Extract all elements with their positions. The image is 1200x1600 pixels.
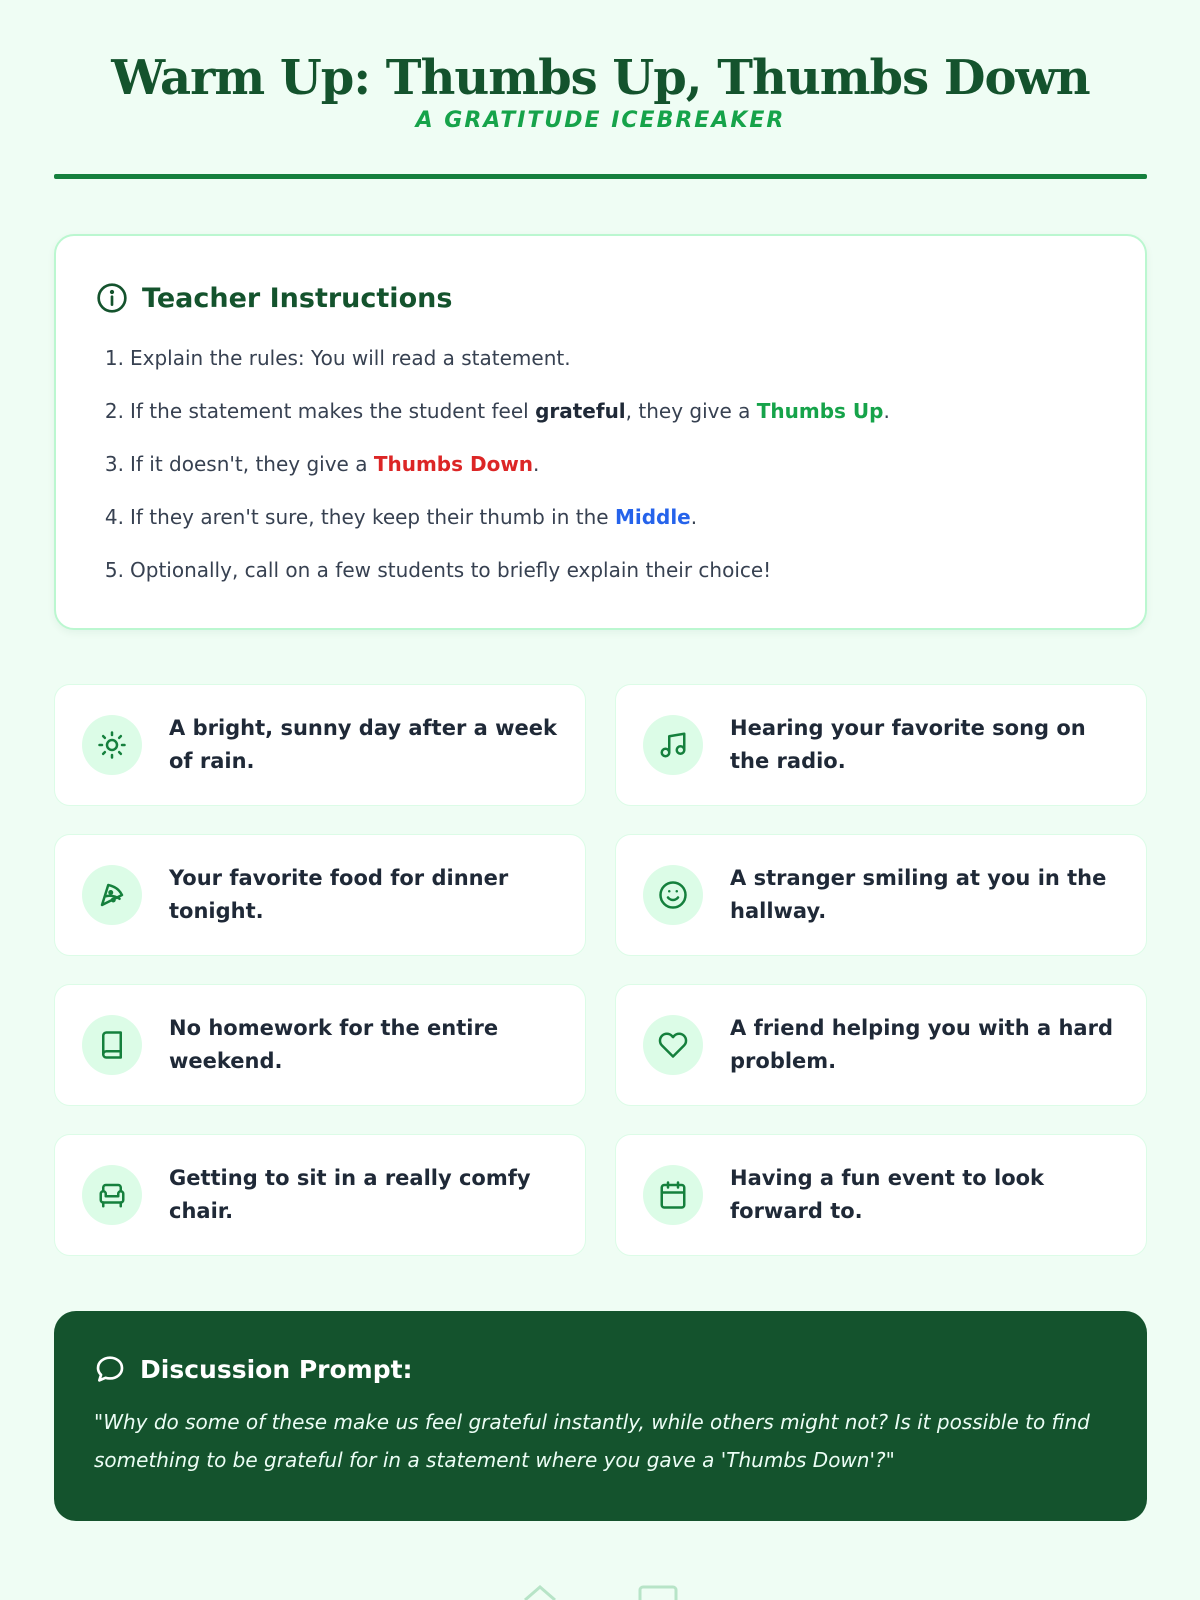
instruction-item <box>96 332 1105 385</box>
calendar-icon <box>658 1180 688 1210</box>
instructions-header <box>96 276 1105 320</box>
statement-icon-badge <box>82 1015 142 1075</box>
discussion-prompt-card <box>54 1311 1147 1521</box>
decorative-footer-icon <box>520 1585 700 1600</box>
statement-text: Your favorite food for dinner tonight. <box>169 866 509 923</box>
instruction-text: If they aren't sure, they keep their thumb in the <box>130 505 615 529</box>
instruction-number: 1. <box>104 346 124 370</box>
statement-text: A bright, sunny day after a week of rain. <box>169 716 557 773</box>
statement-text: No homework for the entire weekend. <box>169 1016 499 1073</box>
instruction-highlight-bold: grateful <box>535 399 626 423</box>
statement-card <box>54 834 586 956</box>
instruction-highlight-down: Thumbs Down <box>373 452 534 476</box>
page-header <box>54 50 1147 134</box>
statement-card <box>615 984 1147 1106</box>
statement-card <box>615 1134 1147 1256</box>
instruction-text: . <box>690 505 698 529</box>
instruction-text: Optionally, call on a few students to briefly explain their choice! <box>130 558 772 582</box>
smile-icon <box>658 880 688 910</box>
instruction-text: If the statement makes the student feel <box>130 399 536 423</box>
statement-text: Having a fun event to look forward to. <box>730 1166 1045 1223</box>
instruction-text: , they give a <box>625 399 757 423</box>
instruction-text: If it doesn't, they give a <box>130 452 374 476</box>
statement-text: A friend helping you with a hard problem. <box>730 1016 1113 1073</box>
instruction-text: . <box>883 399 890 423</box>
book-icon <box>97 1030 127 1060</box>
statement-text: Hearing your favorite song on the radio. <box>730 716 1086 773</box>
statement-icon-badge <box>643 715 703 775</box>
instruction-highlight-up: Thumbs Up <box>756 399 884 423</box>
statement-icon-badge <box>82 1165 142 1225</box>
instruction-number: 3. <box>104 452 124 476</box>
statement-card <box>54 1134 586 1256</box>
page-title: Warm Up: Thumbs Up, Thumbs Down <box>111 50 1090 106</box>
instruction-item <box>96 438 1105 491</box>
statement-card <box>54 984 586 1106</box>
instruction-highlight-mid: Middle <box>614 505 691 529</box>
instruction-number: 2. <box>104 399 124 423</box>
instruction-item <box>96 385 1105 438</box>
page-subtitle: A GRATITUDE ICEBREAKER <box>415 107 786 133</box>
instruction-text: . <box>533 452 540 476</box>
heart-icon <box>658 1030 688 1060</box>
sun-icon <box>97 730 127 760</box>
statement-icon-badge <box>643 1015 703 1075</box>
instruction-item <box>96 491 1105 544</box>
prompt-text: "Why do some of these make us feel grateful instantly, while others might not? Is it possible to find something to be grateful for in a statement where you gave a 'Thumbs Down'?" <box>94 1410 1090 1472</box>
statement-icon-badge <box>82 715 142 775</box>
instruction-text: Explain the rules: You will read a statement. <box>130 346 571 370</box>
header-divider <box>54 174 1147 179</box>
statement-icon-badge <box>643 1165 703 1225</box>
prompt-title: Discussion Prompt: <box>140 1354 413 1384</box>
statement-card <box>54 684 586 806</box>
armchair-icon <box>97 1180 127 1210</box>
statement-text: Getting to sit in a really comfy chair. <box>169 1166 531 1223</box>
info-icon <box>96 282 128 314</box>
music-note-icon <box>658 730 688 760</box>
statement-icon-badge <box>643 865 703 925</box>
statement-text: A stranger smiling at you in the hallway. <box>730 866 1107 923</box>
prompt-header <box>94 1351 1107 1387</box>
statement-icon-badge <box>82 865 142 925</box>
statement-card <box>615 684 1147 806</box>
instruction-number: 5. <box>104 558 124 582</box>
teacher-instructions-card <box>54 234 1147 630</box>
instruction-number: 4. <box>104 505 124 529</box>
instructions-title: Teacher Instructions <box>142 282 453 314</box>
instructions-list <box>96 332 1105 597</box>
statement-card <box>615 834 1147 956</box>
instruction-item <box>96 544 1105 597</box>
speech-bubble-icon <box>94 1353 126 1385</box>
pizza-icon <box>97 880 127 910</box>
